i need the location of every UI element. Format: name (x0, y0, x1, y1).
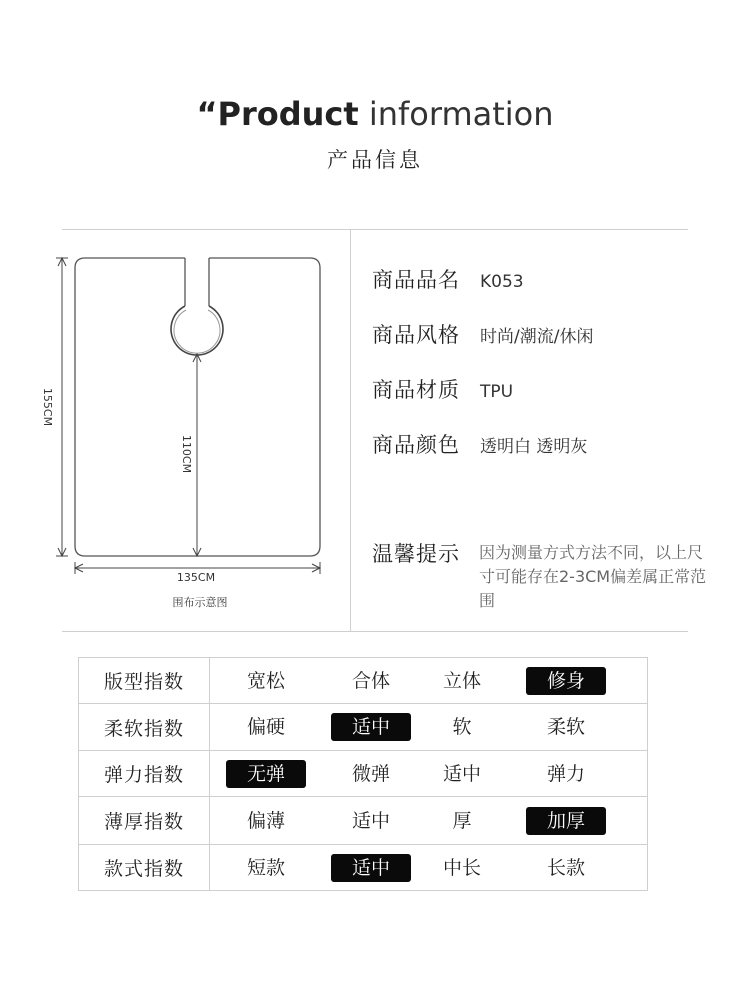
title-quote-mark: “ (196, 95, 218, 133)
row-label: 版型指数 (79, 658, 210, 703)
option-cell: 短款 (246, 856, 286, 879)
row-label: 款式指数 (79, 845, 210, 890)
row-label: 柔软指数 (79, 704, 210, 750)
height-label: 155CM (41, 387, 54, 427)
option-cell: 微弹 (351, 762, 391, 785)
table-row (79, 658, 647, 704)
option-cell: 适中 (442, 762, 482, 785)
table-row (79, 845, 647, 890)
note-text: 因为测量方式方法不同，以上尺寸可能存在2-3CM偏差属正常范围 (479, 543, 707, 610)
section-title (0, 94, 750, 134)
option-cell: 长款 (546, 856, 586, 879)
panel-bottom-rule (62, 631, 688, 632)
cape-diagram (40, 250, 340, 584)
spec-label-color: 商品颜色 (372, 433, 460, 457)
neck-hole (171, 306, 223, 355)
panel-top-rule (62, 229, 688, 230)
option-cell: 厚 (452, 809, 472, 832)
title-bold-word: Product (217, 95, 359, 133)
note-label: 温馨提示 (372, 542, 460, 566)
option-cell: 弹力 (546, 762, 586, 785)
selected-option-badge: 无弹 (226, 760, 306, 788)
selected-option-badge: 加厚 (526, 807, 606, 835)
panel-divider (350, 229, 351, 631)
table-row (79, 751, 647, 797)
slit-length-label: 110CM (180, 434, 193, 474)
table-row (79, 704, 647, 751)
spec-label-name: 商品品名 (372, 268, 460, 292)
neck-slit (185, 256, 209, 306)
index-table (78, 657, 648, 891)
option-cell: 偏硬 (246, 716, 286, 738)
option-cell: 适中 (351, 809, 391, 832)
spec-value-style: 时尚/潮流/休闲 (480, 327, 594, 347)
selected-option-badge: 适中 (331, 854, 411, 882)
option-cell: 立体 (442, 669, 482, 692)
option-cell: 软 (452, 716, 472, 738)
spec-label-style: 商品风格 (372, 323, 460, 347)
option-cell: 宽松 (246, 669, 286, 692)
option-cell: 柔软 (546, 716, 586, 738)
selected-option-badge: 适中 (331, 713, 411, 741)
spec-value-color: 透明白 透明灰 (480, 437, 588, 457)
title-light-word: information (368, 95, 554, 133)
row-label: 弹力指数 (79, 751, 210, 796)
width-label: 135CM (176, 571, 216, 584)
spec-label-material: 商品材质 (372, 378, 460, 402)
row-label: 薄厚指数 (79, 797, 210, 844)
option-cell: 偏薄 (246, 809, 286, 832)
selected-option-badge: 修身 (526, 667, 606, 695)
option-cell: 中长 (442, 856, 482, 879)
spec-value-name: K053 (480, 272, 524, 292)
option-cell: 合体 (351, 669, 391, 692)
spec-value-material: TPU (480, 382, 514, 402)
diagram-caption: 围布示意图 (172, 596, 228, 609)
section-subtitle: 产品信息 (327, 148, 423, 172)
table-row (79, 797, 647, 845)
